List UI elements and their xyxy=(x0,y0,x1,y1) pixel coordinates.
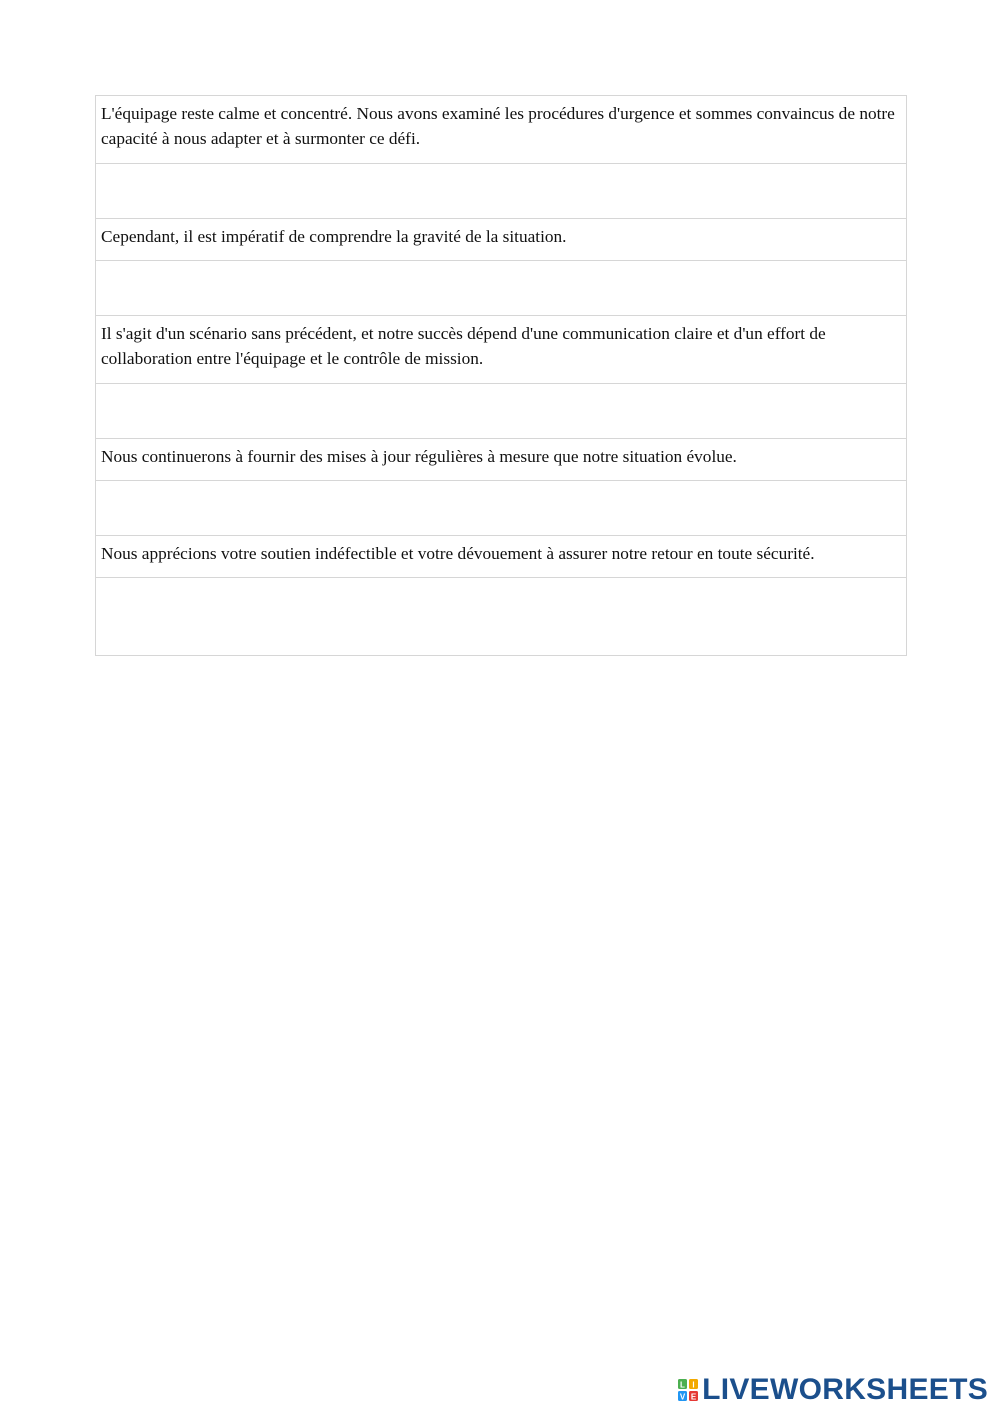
svg-text:V: V xyxy=(679,1392,686,1402)
answer-row-1[interactable] xyxy=(96,164,906,219)
sentence-row-2 xyxy=(96,219,906,261)
answer-row-5[interactable] xyxy=(96,578,906,656)
svg-text:L: L xyxy=(680,1380,686,1390)
sentence-text: L'équipage reste calme et concentré. Nous avons examiné les procédures d'urgence et sommes convaincus de notre capacité à nous adapter et à surmonter ce défi. xyxy=(101,104,895,148)
answer-row-2[interactable] xyxy=(96,261,906,316)
sentence-text: Cependant, il est impératif de comprendre la gravité de la situation. xyxy=(101,227,567,246)
liveworksheets-logo-icon xyxy=(677,1378,699,1402)
answer-row-4[interactable] xyxy=(96,481,906,536)
sentence-row-5 xyxy=(96,536,906,578)
liveworksheets-brand xyxy=(677,1373,988,1406)
sentence-row-4 xyxy=(96,439,906,481)
sentence-row-3 xyxy=(96,316,906,384)
sentence-row-1 xyxy=(96,96,906,164)
answer-row-3[interactable] xyxy=(96,384,906,439)
brand-wordmark: LIVEWORKSHEETS xyxy=(702,1373,988,1406)
sentence-text: Nous apprécions votre soutien indéfectible et votre dévouement à assurer notre retour en toute sécurité. xyxy=(101,544,815,563)
worksheet-table xyxy=(95,95,907,656)
svg-text:I: I xyxy=(692,1380,695,1390)
svg-text:E: E xyxy=(690,1392,697,1402)
sentence-text: Nous continuerons à fournir des mises à jour régulières à mesure que notre situation évolue. xyxy=(101,447,737,466)
sentence-text: Il s'agit d'un scénario sans précédent, et notre succès dépend d'une communication claire et d'un effort de collaboration entre l'équipage et le contrôle de mission. xyxy=(101,324,826,368)
